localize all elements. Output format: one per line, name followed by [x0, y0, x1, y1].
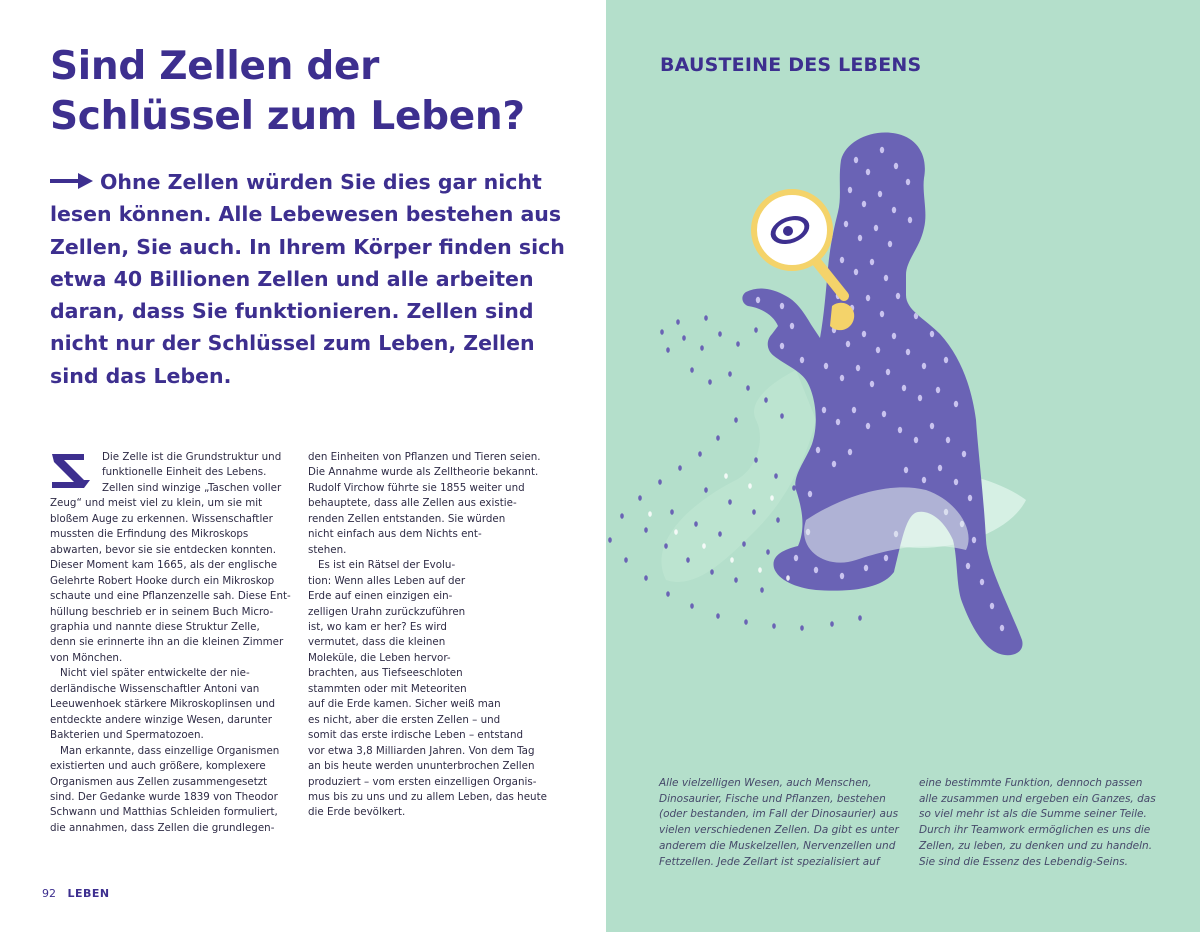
illustration-caption	[919, 776, 1169, 870]
body-line: Es ist ein Rätsel der Evolu-	[318, 559, 456, 572]
body-line: schaute und eine Pflanzenzelle sah. Diese Ent-	[50, 590, 291, 603]
intro-line: sind das Leben.	[50, 363, 232, 388]
body-line: funktionelle Einheit des Lebens.	[102, 466, 267, 479]
body-line: renden Zellen entstanden. Sie würden	[308, 512, 506, 525]
body-line: produziert – vom ersten einzelligen Organis-	[308, 775, 537, 788]
body-line: Erde auf einen einzigen ein-	[308, 590, 453, 603]
body-column-2	[308, 450, 558, 821]
caption-line: Zellen, zu leben, zu denken und zu handeln.	[919, 839, 1153, 852]
body-line: von Mönchen.	[50, 651, 123, 664]
caption-line: Fettzellen. Jede Zellart ist spezialisiert auf	[659, 855, 880, 868]
body-line: stammten oder mit Meteoriten	[308, 682, 467, 695]
caption-line: Alle vielzelligen Wesen, auch Menschen,	[659, 777, 872, 789]
body-line: die annahmen, dass Zellen die grundlegen-	[50, 821, 275, 834]
caption-line: alle zusammen und ergeben ein Ganzes, das	[919, 792, 1156, 805]
body-line: behauptete, dass alle Zellen aus existie-	[308, 497, 517, 510]
intro-line	[50, 166, 550, 198]
body-line: Zeug“ und meist viel zu klein, um sie mit	[50, 497, 263, 510]
intro-line: Zellen, Sie auch. In Ihrem Körper finden sich	[50, 234, 565, 259]
body-line: abwarten, bevor sie sie entdecken konnten.	[50, 543, 276, 556]
body-line: existierten und auch größere, komplexere	[50, 760, 266, 773]
body-line: brachten, aus Tiefseeschloten	[308, 667, 463, 680]
body-line: Leeuwenhoek stärkere Mikroskoplinsen und	[50, 698, 276, 711]
body-line: mus bis zu uns und zu allem Leben, das heute	[308, 790, 547, 803]
page-number: 92	[42, 887, 56, 900]
body-line: hüllung beschrieb er in seinem Buch Micro-	[50, 605, 274, 618]
body-line: Rudolf Virchow führte sie 1855 weiter und	[308, 481, 525, 494]
body-line: Organismen aus Zellen zusammengesetzt	[50, 775, 268, 788]
caption-line: Durch ihr Teamwork ermöglichen es uns die	[919, 824, 1151, 837]
body-line: es nicht, aber die ersten Zellen – und	[308, 713, 501, 726]
intro-line: daran, dass Sie funktionieren. Zellen sind	[50, 299, 534, 324]
intro-line: nicht nur der Schlüssel zum Leben, Zellen	[50, 331, 535, 356]
right-page	[606, 0, 1200, 932]
body-line: Zellen sind winzige „Taschen voller	[102, 481, 282, 494]
page-footer	[42, 887, 110, 900]
section-heading: BAUSTEINE DES LEBENS	[660, 54, 922, 76]
body-column-1	[50, 450, 295, 836]
body-line: den Einheiten von Pflanzen und Tieren seien.	[308, 451, 541, 463]
caption-line: vielen verschiedenen Zellen. Da gibt es unter	[659, 824, 899, 837]
title-line: Sind Zellen der	[50, 44, 380, 89]
body-line: entdeckte andere winzige Wesen, darunter	[50, 713, 273, 726]
body-line: graphia und nannte diese Struktur Zelle,	[50, 620, 260, 633]
intro-line: lesen können. Alle Lebewesen bestehen aus	[50, 202, 562, 227]
body-line: Gelehrte Robert Hooke durch ein Mikroskop	[50, 574, 275, 587]
caption-line: anderem die Muskelzellen, Nervenzellen und	[659, 839, 896, 852]
body-line: sind. Der Gedanke wurde 1839 von Theodor	[50, 790, 278, 803]
body-line: zelligen Urahn zurückzuführen	[308, 605, 466, 618]
body-line: Die Annahme wurde als Zelltheorie bekannt.	[308, 466, 539, 479]
body-line: Die Zelle ist die Grundstruktur und	[102, 451, 282, 463]
body-line: Bakterien und Spermatozoen.	[50, 729, 204, 742]
body-line: derländische Wissenschaftler Antoni van	[50, 682, 260, 695]
body-line: somit das erste irdische Leben – entstand	[308, 729, 524, 742]
body-line: Schwann und Matthias Schleiden formuliert,	[50, 806, 278, 819]
body-line: bloßem Auge zu erkennen. Wissenschaftler	[50, 512, 273, 525]
intro-text: Ohne Zellen würden Sie dies gar nicht	[100, 170, 542, 194]
body-line: tion: Wenn alles Leben auf der	[308, 574, 466, 587]
intro-line: etwa 40 Billionen Zellen und alle arbeiten	[50, 266, 534, 291]
body-line: Man erkannte, dass einzellige Organismen	[60, 744, 280, 757]
body-line: die Erde bevölkert.	[308, 806, 406, 819]
caption-line: so viel mehr ist als die Summe seiner Teile.	[919, 808, 1147, 821]
caption-line: eine bestimmte Funktion, dennoch passen	[919, 777, 1143, 789]
section-label: LEBEN	[67, 887, 110, 900]
body-line: ist, wo kam er her? Es wird	[308, 620, 447, 633]
caption-line: (oder bestanden, im Fall der Dinosaurier) aus	[659, 808, 899, 821]
body-line: Dieser Moment kam 1665, als der englische	[50, 559, 278, 572]
body-line: vermutet, dass die kleinen	[308, 636, 446, 649]
body-line: Nicht viel später entwickelte der nie-	[60, 667, 250, 680]
arrow-right-icon	[50, 172, 94, 190]
body-line: an bis heute werden ununterbrochen Zellen	[308, 760, 535, 773]
body-line: auf die Erde kamen. Sicher weiß man	[308, 698, 501, 711]
title-line: Schlüssel zum Leben?	[50, 94, 525, 139]
caption-line: Dinosaurier, Fische und Pflanzen, bestehen	[659, 792, 886, 805]
body-line: Moleküle, die Leben hervor-	[308, 651, 451, 664]
illustration-caption	[659, 776, 911, 870]
page-title	[50, 42, 590, 142]
body-line: denn sie erinnerte ihn an die kleinen Zimmer	[50, 636, 284, 649]
body-line: stehen.	[308, 543, 347, 556]
body-line: nicht einfach aus dem Nichts ent-	[308, 528, 482, 541]
caption-line: Sie sind die Essenz des Lebendig-Seins.	[919, 855, 1128, 868]
body-line: mussten die Erfindung des Mikroskops	[50, 528, 249, 541]
intro-paragraph	[50, 166, 565, 392]
scientist-illustration	[606, 120, 1200, 700]
body-line: vor etwa 3,8 Milliarden Jahren. Von dem Tag	[308, 744, 535, 757]
